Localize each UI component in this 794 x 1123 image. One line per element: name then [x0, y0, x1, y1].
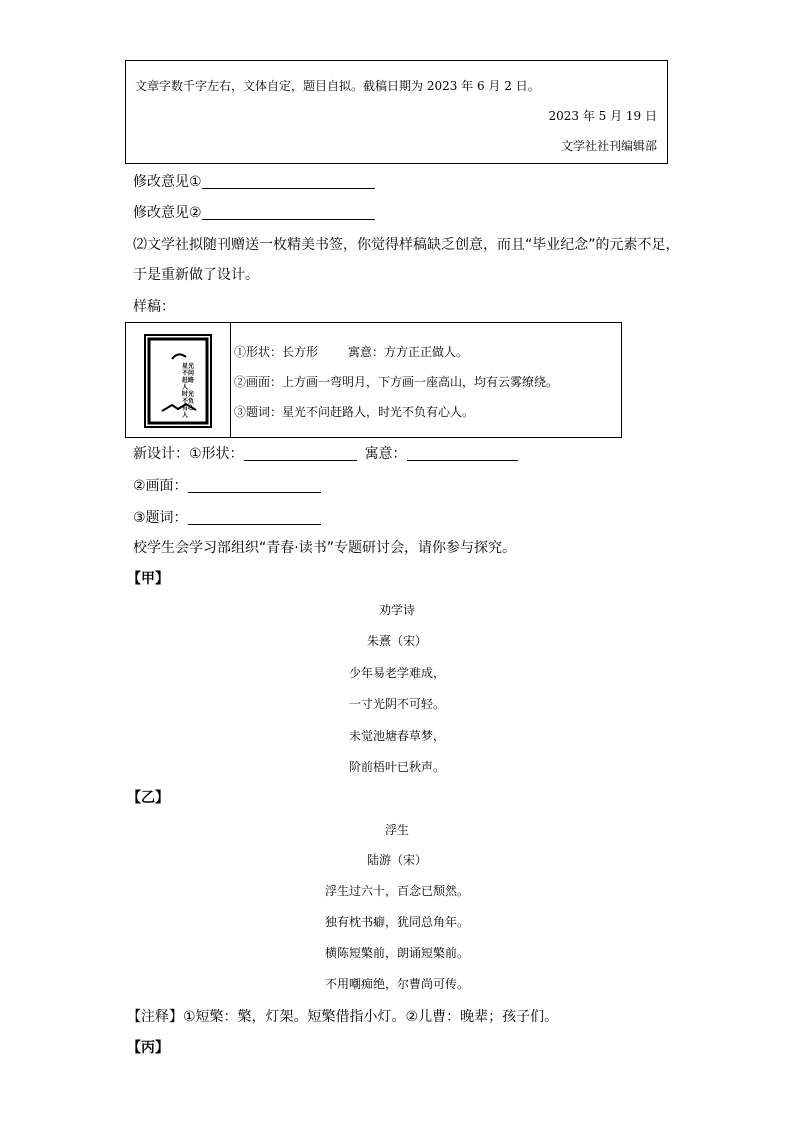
new-design-shape: 新设计：①形状： 寓意： [133, 444, 518, 464]
bookmark-image [142, 333, 214, 429]
section-yi-label: 【乙】 [127, 790, 169, 806]
section-jia-label: 【甲】 [127, 571, 169, 587]
answer-blank[interactable] [188, 508, 321, 525]
answer-blank[interactable] [202, 172, 375, 189]
poem-line: 不用嘲痴绝，尔曹尚可传。 [324, 977, 469, 991]
new-design-inscription: ③题词： [133, 508, 321, 528]
poem-line: 横陈短檠前，朗诵短檠前。 [324, 946, 469, 960]
sample-divider [230, 323, 231, 437]
notes: 【注释】①短檠：檠，灯架。短檠借指小灯。②儿曹：晚辈；孩子们。 [127, 1009, 559, 1025]
poem-title: 劝学诗 [378, 603, 415, 617]
section-bing-label: 【丙】 [127, 1040, 169, 1056]
poem-line: 阶前梧叶已秋声。 [348, 760, 445, 774]
poem-line: 浮生过六十，百念已颓然。 [324, 884, 469, 898]
sample-box [125, 322, 622, 438]
answer-blank[interactable] [244, 444, 357, 461]
answer-blank[interactable] [188, 476, 321, 493]
poem-line: 未觉池塘春草梦， [348, 729, 445, 743]
poem-line: 独有枕书癖，犹同总角年。 [324, 915, 469, 929]
revision-item-2: 修改意见② [133, 203, 375, 223]
poem-author: 陆游（宋） [366, 853, 427, 867]
notice-line: 文章字数千字左右，文体自定，题目自拟。截稿日期为 2023 年 6 月 2 日。 [135, 79, 540, 93]
question-2-line-2: 于是重新做了设计。 [133, 267, 259, 283]
poem-title: 浮生 [384, 823, 409, 837]
sample-picture: ②画面：上方画一弯明月，下方画一座高山，均有云雾缭绕。 [234, 375, 559, 389]
poem-author: 朱熹（宋） [366, 634, 427, 648]
sample-label: 样稿： [133, 299, 175, 315]
bookmark-text: 星光不问赶路人 时光不负有心人 [182, 363, 195, 419]
sample-inscription: ③题词：星光不问赶路人，时光不负有心人。 [234, 405, 475, 419]
bookmark-icon [142, 333, 214, 429]
question-2-line-1: ⑵文学社拟随刊赠送一枚精美书签，你觉得样稿缺乏创意，而且“毕业纪念”的元素不足， [133, 237, 680, 253]
answer-blank[interactable] [407, 444, 518, 461]
sample-shape: ①形状：长方形 寓意：方方正正做人。 [234, 345, 469, 359]
notice-date: 2023 年 5 月 19 日 [548, 109, 657, 123]
revision-item-1: 修改意见① [133, 172, 375, 192]
new-design-picture: ②画面： [133, 476, 321, 496]
answer-blank[interactable] [202, 203, 375, 220]
poem-line: 一寸光阴不可轻。 [348, 697, 445, 711]
notice-signature: 文学社社刊编辑部 [560, 139, 657, 153]
notice-box [125, 60, 668, 164]
poem-line: 少年易老学难成， [348, 666, 445, 680]
seminar-intro: 校学生会学习部组织“青春·读书”专题研讨会，请你参与探究。 [133, 540, 516, 556]
